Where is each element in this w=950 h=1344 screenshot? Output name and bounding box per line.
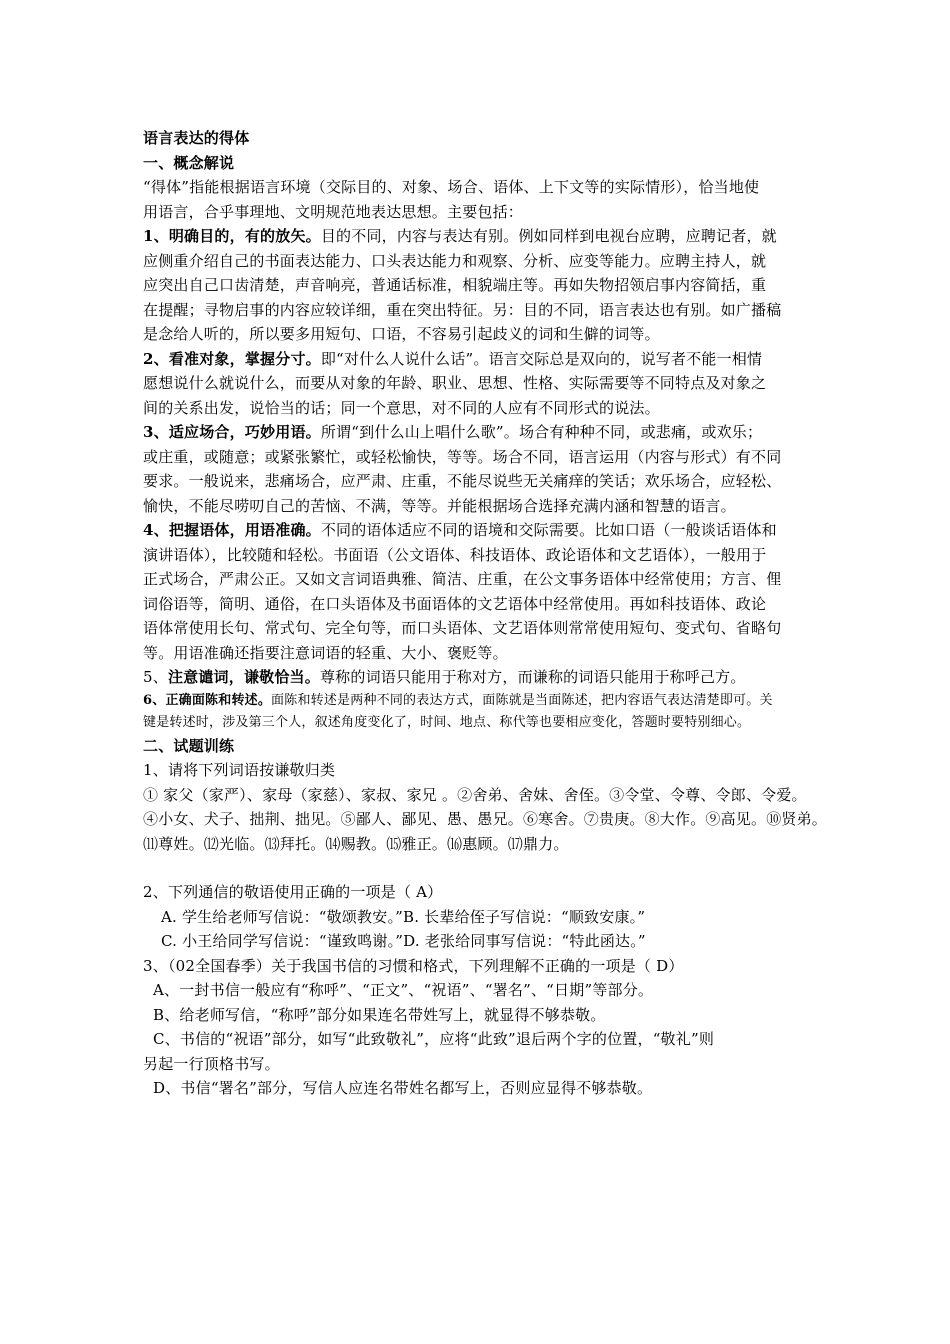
q3-option-a: A、一封书信一般应有“称呼”、“正文”、“祝语”、“署名”、“日期”等部分。 — [153, 981, 654, 999]
q2-option-d: D. 老张给同事写信说：“特此函达。” — [403, 932, 646, 950]
q2-option-a: A. 学生给老师写信说：“敬颂教安。” — [161, 907, 404, 926]
point3 — [143, 420, 823, 445]
point1-line: 应侧重介绍自己的书面表达能力、口头表达能力和观察、分析、应变等能力。应聘主持人，就 — [143, 251, 767, 270]
point3-line: 或庄重，或随意；或紧张繁忙，或轻松愉快，等等。场合不同，语言运用（内容与形式）有不同 — [143, 447, 782, 466]
q3-option-d: D、书信“署名”部分，写信人应连名带姓名都写上，否则应显得不够恭敬。 — [153, 1079, 653, 1097]
point2-text: 即“对什么人说什么话”。语言交际总是双向的，说写者不能一相情 — [320, 349, 763, 368]
point2-line: 愿想说什么就说什么，而要从对象的年龄、职业、思想、性格、实际需要等不同特点及对象之 — [143, 374, 767, 392]
q2-option-b: B. 长辈给侄子写信说：“顺致安康。” — [403, 907, 646, 926]
point5-text: 尊称的词语只能用于称对方，而谦称的词语只能用于称呼己方。 — [319, 668, 746, 686]
point4 — [143, 518, 823, 543]
point4-line: 词俗语等，简明、通俗，在口头语体及书面语体的文艺语体中经常使用。再如科技语体、政论 — [143, 594, 767, 613]
point1 — [143, 224, 823, 249]
intro-line: 用语言，合乎事理地、文明规范地表达思想。主要包括： — [143, 202, 524, 221]
intro-line: “得体”指能根据语言环境（交际目的、对象、场合、语体、上下文等的实际情形），恰当地使 — [143, 178, 760, 196]
q2-stem: 2、下列通信的敬语使用正确的一项是（ A） — [143, 883, 443, 901]
point6-line: 键是转述时，涉及第三个人，叙述角度变化了，时间、地点、称代等也要相应变化，答题时要特别细心。 — [143, 714, 751, 730]
section2-heading: 二、试题训练 — [143, 736, 235, 755]
point5-num: 5、 — [143, 668, 168, 686]
document-page — [143, 126, 828, 1101]
point5-lead: 注意谴词，谦敬恰当。 — [167, 668, 320, 686]
q1-stem: 1、请将下列词语按谦敬归类 — [143, 761, 336, 779]
point1-line: 在提醒；寻物启事的内容应较详细，重在突出特征。另：目的不同，语言表达也有别。如广播稿 — [143, 300, 782, 319]
point3-lead: 3、适应场合，巧妙用语。 — [143, 423, 321, 441]
point1-line: 是念给人听的，所以要多用短句、口语，不容易引起歧义的词和生僻的词等。 — [143, 325, 660, 343]
point2 — [143, 347, 823, 372]
point2-lead: 2、看准对象，掌握分寸。 — [143, 349, 321, 368]
q2-option-c: C. 小王给同学写信说：“谨致鸣谢。” — [161, 932, 404, 950]
point1-text: 目的不同，内容与表达有别。例如同样到电视台应聘，应聘记者，就 — [320, 227, 777, 245]
point1-lead: 1、明确目的，有的放矢。 — [143, 227, 321, 245]
point4-line: 等。用语准确还指要注意词语的轻重、大小、褒贬等。 — [143, 643, 508, 662]
point4-lead: 4、把握语体，用语准确。 — [143, 521, 321, 539]
q2-options-row — [143, 905, 823, 930]
q2-options-row — [143, 929, 823, 954]
q1-line: ④小女、犬子、拙荆、拙见。⑤鄙人、鄙见、愚、愚兄。⑥寒舍。⑦贵庚。⑧大作。⑨高见。⑩贤弟。 — [143, 810, 828, 828]
point6-text: 面陈和转述是两种不同的表达方式，面陈就是当面陈述，把内容语气表达清楚即可。关 — [271, 692, 773, 708]
point3-text: 所谓“到什么山上唱什么歌”。场合有种种不同，或悲痛，或欢乐； — [320, 423, 763, 441]
point4-line: 语体常使用长句、常式句、完全句等，而口头语体、文艺语体则常常使用短句、变式句、省略句 — [143, 619, 782, 637]
point2-line: 间的关系出发，说恰当的话；同一个意思，对不同的人应有不同形式的说法。 — [143, 398, 660, 417]
point5 — [143, 665, 823, 690]
point4-text: 不同的语体适应不同的语境和交际需要。比如口语（一般谈话语体和 — [320, 521, 777, 539]
q1-line: ① 家父（家严）、家母（家慈）、家叔、家兄 。②舍弟、舍妹、舍侄。③令堂、令尊、令郎、令爱。 — [143, 785, 807, 804]
point4-line: 演讲语体），比较随和轻松。书面语（公文语体、科技语体、政论语体和文艺语体），一般用于 — [143, 545, 767, 564]
section1-heading: 一、概念解说 — [143, 153, 235, 172]
q3-stem: 3、（02全国春季）关于我国书信的习惯和格式，下列理解不正确的一项是（ D） — [143, 956, 684, 975]
point4-line: 正式场合，严肃公正。又如文言词语典雅、简洁、庄重，在公文事务语体中经常使用；方言、俚 — [143, 570, 782, 588]
doc-title: 语言表达的得体 — [143, 129, 250, 147]
q3-option-c-cont: 另起一行顶格书写。 — [143, 1054, 280, 1073]
point1-line: 应突出自己口齿清楚，声音响亮，普通话标准，相貌端庄等。再如失物招领启事内容简括，重 — [143, 276, 767, 294]
point6-lead: 6、正确面陈和转述。 — [143, 692, 272, 708]
point3-line: 要求。一般说来，悲痛场合，应严肃、庄重，不能尽说些无关痛痒的笑话；欢乐场合，应轻松、 — [143, 472, 782, 490]
spacer — [143, 856, 823, 880]
q3-option-c: C、书信的“祝语”部分，如写“此致敬礼”，应将“此致”退后两个字的位置，“敬礼”则 — [153, 1030, 715, 1048]
q3-option-b: B、给老师写信，“称呼”部分如果连名带姓写上，就显得不够恭敬。 — [153, 1005, 606, 1024]
point3-line: 愉快，不能尽唠叨自己的苦恼、不满，等等。并能根据场合选择充满内涵和智慧的语言。 — [143, 496, 736, 515]
q1-line: ⑾尊姓。⑿光临。⒀拜托。⒁赐教。⒂雅正。⒃惠顾。⒄鼎力。 — [143, 834, 569, 853]
point6 — [143, 690, 823, 712]
